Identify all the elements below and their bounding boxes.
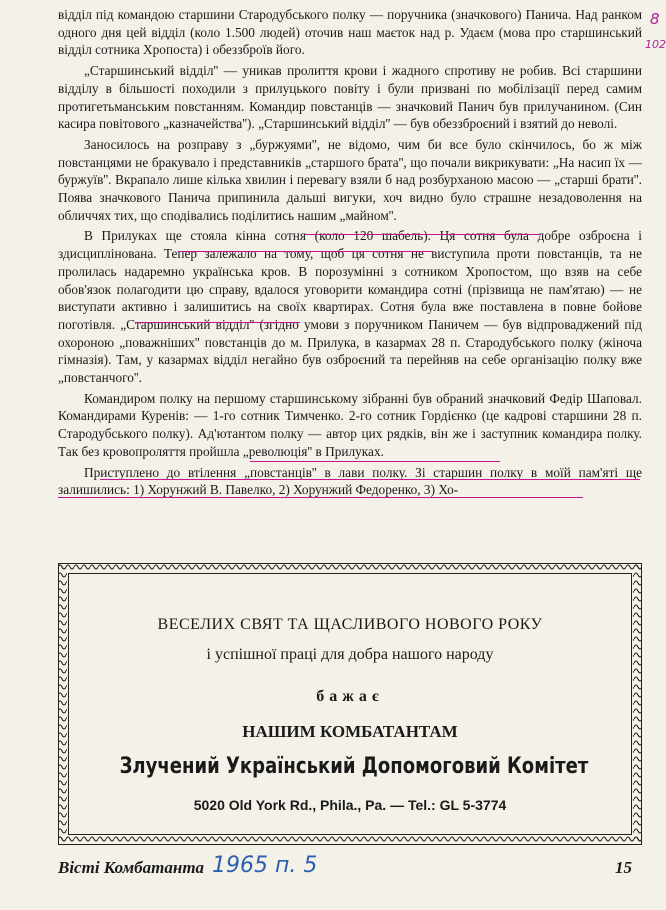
paragraph-5: Командиром полку на першому старшинському зібранні був обраний значковий Федір Шаповал. Командирами Куренів: — 1-го сотник Тимченко. 2-го сотник Гордієнко (це кадрові старшини 28 п. Стародубського полку). Ад'ютантом полку — автор цих рядків, він же і заступник командира полку. Так без кровопроляття пройшла „революція'' в Прилуках. xyxy=(58,390,642,459)
ad-greeting-line: ВЕСЕЛИХ СВЯТ ТА ЩАСЛИВОГО НОВОГО РОКУ xyxy=(157,616,543,633)
pen-underline xyxy=(135,322,300,323)
ad-wishes-word: бажає xyxy=(316,688,384,705)
journal-title: Вісті Комбатанта xyxy=(58,858,205,877)
pen-underline xyxy=(178,251,433,252)
ad-organization-name: Злучений Український Допомоговий Комітет xyxy=(119,754,589,779)
article-body xyxy=(58,6,642,502)
paragraph-6: Приступлено до втілення „повстанців'' в лави полку. Зі старшин полку в моїй пам'яті ще залишились: 1) Хорунжий В. Павелко, 2) Хорунжий Федоренко, 3) Хо- xyxy=(58,464,642,498)
paragraph-2: „Старшинський відділ'' — уникав пролиття крови і жадного спротиву не робив. Всі старшини відділу в більшості походили з прилуцького повіту і були призвані по мобілізації перед самим протигетьманським повстанням. Командир повстанців — значковий Панич був прилучанином. (Син касира повітового „казначейства''). „Старшинський відділ'' — був обеззброєний і взятий до неволі. xyxy=(58,63,642,132)
ad-wish-line: і успішної праці для добра нашого народу xyxy=(206,646,494,663)
pen-underline xyxy=(250,461,500,462)
ad-address-line: 5020 Old York Rd., Phila., Pa. — Tel.: GL 5-3774 xyxy=(193,797,507,813)
paragraph-3: Заносилось на розправу з „буржуями'', не відомо, чим би все було скінчилось, бо ж між повстанцями не бракувало і представників „старшого брата'', що почали викрикувати: „На насип їх — буржуїв''. Вкрапало лише кілька хвилин і перевагу взяли б над розбурханою масою — „старші брати''. Поява значкового Панича припинила дальші вигуки, хоч видно було страшне незадоволення на обличчях тих, що сподівались поділитись нашим „майном''. xyxy=(58,136,642,223)
pen-underline xyxy=(305,234,540,235)
paragraph-1: відділ під командою старшини Стародубського полку — поручника (значкового) Панича. Над ранком одного дня цей відділ (коло 1.500 людей) оточив наш маєток над р. Удаєм (мова про старшинський відділ сотника Хропоста) і обеззброїв його. xyxy=(58,7,642,58)
pen-underline xyxy=(58,497,583,498)
holiday-greeting-ad xyxy=(58,563,642,845)
margin-mark-top: 8 xyxy=(650,10,660,28)
pen-underline xyxy=(100,479,640,480)
handwritten-date-note: 1965 п. 5 xyxy=(212,853,318,878)
margin-mark-page: 102 xyxy=(645,38,666,51)
paragraph-4: В Прилуках ще стояла кінна сотня (коло 120 шабель). Ця сотня була добре озброєна і здисциплінована. Тепер залежало на тому, щоб ця сотня не виступила проти повстанців, та не пролилась надаремно українська кров. В порозумінні з сотником Хропостом, що взяв на себе обов'язок полагодити цю справу, вдалося уговорити командира сотні (прізвища не пам'ятаю) — не виступати активно і залишитись на своїх квартирах. Сотня була вже поставлена в повне бойове поготівля. „Старшинський відділ'' (згідно умови з поручником Паничем — був відпроваджений під охороною „поважніших'' повстанців до м. Прилука, в казармах 28 п. Стародубського полку (жіноча гімназія). Там, у казармах відділ негайно був озброєний та перейняв на себе організацію полку вже „повстанчого''. xyxy=(58,228,642,386)
ad-recipient-line: НАШИМ КОМБАТАНТАМ xyxy=(242,722,458,741)
ad-content xyxy=(68,573,632,835)
page-number: 15 xyxy=(615,858,632,877)
